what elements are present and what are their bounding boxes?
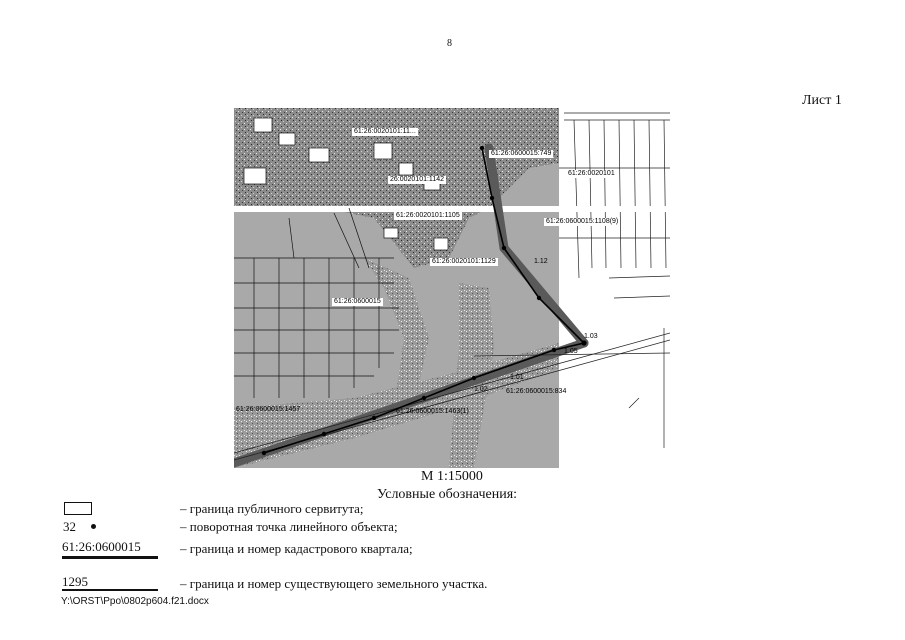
point-label: 1.12 (534, 258, 548, 265)
point-label: 1.05 (564, 348, 578, 355)
parcel-label: 61:26:0600015:1463(1) (396, 408, 469, 415)
file-path: Y:\ORST\Ppo\0802p604.f21.docx (61, 596, 209, 607)
turning-point-number: 32 (63, 519, 76, 534)
cadastral-map[interactable] (234, 108, 670, 468)
land-plot-line (62, 589, 158, 591)
parcel-label: 61:26:0020101:1105 (396, 212, 460, 219)
parcel-label: 61:26:0600015:834 (506, 388, 567, 395)
legend-item-land-plot: – граница и номер существующего земельного участка. (180, 576, 488, 591)
parcel-label: 61:26:0600015:749 (491, 150, 552, 157)
land-plot-number: 1295 (62, 574, 88, 589)
sheet-label: Лист 1 (802, 93, 842, 108)
legend-item-turning-point: – поворотная точка линейного объекта; (180, 519, 398, 534)
parcel-label: 61:26:0020101:11... (354, 128, 416, 135)
right-area (554, 108, 670, 468)
parcel-label: 61:26:0600015:1457 (236, 406, 301, 413)
servitude-boundary-symbol (64, 502, 92, 515)
parcel-label: 61:26:0020101 (568, 170, 615, 177)
point-label: 1.01 (510, 374, 524, 381)
legend-item-servitude: – граница публичного сервитута; (180, 501, 364, 516)
turning-point-dot-icon (91, 524, 96, 529)
parcel-label: 61:26:0020101:1129 (432, 258, 496, 265)
parcel-label: 61:26:0600015:1108(9) (546, 218, 619, 225)
page-number: 8 (447, 38, 452, 49)
parcel-label: 26:0020101:1142 (390, 176, 444, 183)
cadastral-quarter-number: 61:26:0600015 (62, 539, 141, 554)
legend-title: Условные обозначения: (377, 487, 518, 502)
point-label: 1.03 (584, 333, 598, 340)
legend-item-cadastral-quarter: – граница и номер кадастрового квартала; (180, 541, 413, 556)
point-label: 1.02 (474, 386, 488, 393)
map-scale: М 1:15000 (421, 469, 483, 484)
cadastral-quarter-line (62, 556, 158, 559)
parcel-label: 61:26:0600015 (334, 298, 381, 305)
